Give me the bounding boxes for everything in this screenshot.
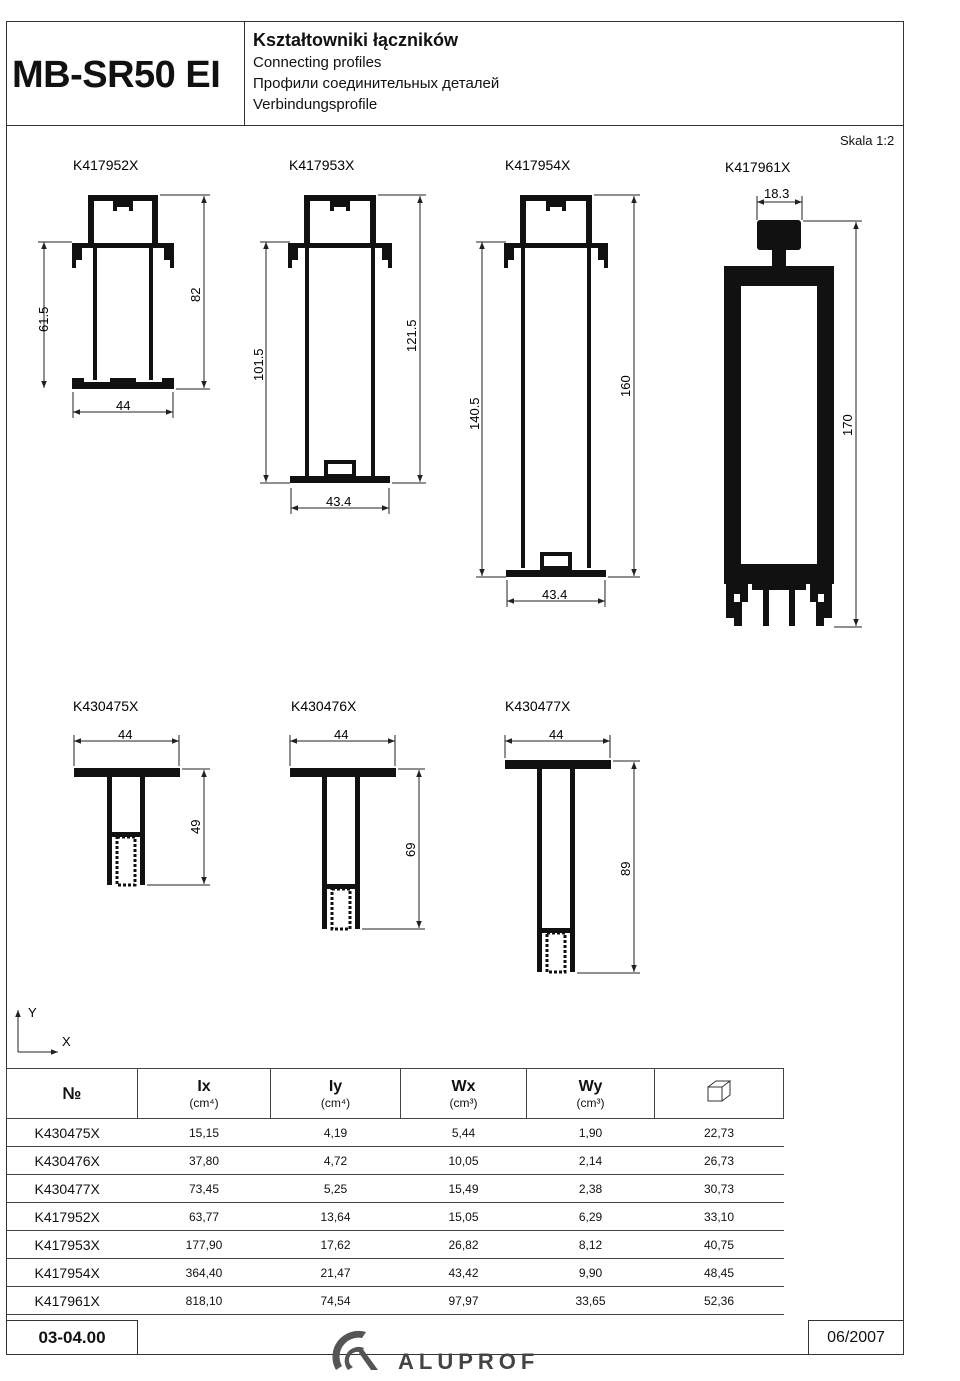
- cell-wx: 43,42: [401, 1259, 527, 1287]
- cell-weight: 48,45: [655, 1259, 784, 1287]
- cell-wy: 6,29: [527, 1203, 655, 1231]
- cell-iy: 4,72: [271, 1147, 401, 1175]
- table-row: [7, 1259, 784, 1287]
- table-header-row: [7, 1069, 784, 1119]
- header-wy: Wy (cm³): [527, 1069, 655, 1119]
- cell-iy: 21,47: [271, 1259, 401, 1287]
- dim-k417954x-height: 160: [618, 375, 633, 397]
- header-number: №: [7, 1069, 138, 1119]
- axes-icon: [18, 1010, 58, 1052]
- cell-ix: 37,80: [138, 1147, 271, 1175]
- cell-wy: 1,90: [527, 1119, 655, 1147]
- dim-k417953x-height: 121.5: [404, 319, 419, 352]
- cell-code: K417954X: [7, 1259, 138, 1287]
- cell-code: K430476X: [7, 1147, 138, 1175]
- dim-k417952x-width: 44: [116, 398, 131, 413]
- profile-k430477x-section: [505, 760, 611, 972]
- cell-ix: 177,90: [138, 1231, 271, 1259]
- dim-k417961x-width: 18.3: [764, 186, 790, 201]
- cell-weight: 30,73: [655, 1175, 784, 1203]
- cell-weight: 52,36: [655, 1287, 784, 1315]
- dim-k430476x-height: 69: [403, 842, 418, 857]
- cell-weight: 22,73: [655, 1119, 784, 1147]
- cell-code: K417953X: [7, 1231, 138, 1259]
- dim-k417954x-width: 43.4: [542, 587, 568, 602]
- cell-wy: 9,90: [527, 1259, 655, 1287]
- dim-k430476x-width: 44: [334, 727, 349, 742]
- brand-name: ALUPROF: [398, 1349, 540, 1374]
- cell-ix: 818,10: [138, 1287, 271, 1315]
- cell-weight: 40,75: [655, 1231, 784, 1259]
- cell-wx: 5,44: [401, 1119, 527, 1147]
- cell-iy: 17,62: [271, 1231, 401, 1259]
- table-row: [7, 1231, 784, 1259]
- system-name: MB-SR50 EI: [12, 54, 221, 96]
- profile-k417953x-section: [288, 195, 392, 483]
- cell-ix: 15,15: [138, 1119, 271, 1147]
- dim-k430477x-width: 44: [549, 727, 564, 742]
- table-row: [7, 1203, 784, 1231]
- cell-wx: 26,82: [401, 1231, 527, 1259]
- profile-code-k417952x: K417952X: [73, 157, 139, 173]
- title-russian: Профили соединительных деталей: [253, 75, 500, 92]
- title-english: Connecting profiles: [253, 54, 382, 71]
- properties-table: [6, 1068, 784, 1315]
- cell-wy: 33,65: [527, 1287, 655, 1315]
- dims-k417953x: [260, 195, 426, 514]
- title-polish: Kształtowniki łączników: [253, 30, 459, 50]
- box-icon: [706, 1079, 732, 1103]
- header-box: [655, 1069, 784, 1119]
- dim-k417961x-height: 170: [840, 414, 855, 436]
- cell-code: K417952X: [7, 1203, 138, 1231]
- cell-ix: 364,40: [138, 1259, 271, 1287]
- table-row: [7, 1147, 784, 1175]
- profile-k430475x-section: [74, 768, 180, 885]
- cell-code: K430475X: [7, 1119, 138, 1147]
- axis-y-label: Y: [28, 1005, 37, 1020]
- dim-k430475x-height: 49: [188, 819, 203, 834]
- table-row: [7, 1287, 784, 1315]
- cell-wy: 2,38: [527, 1175, 655, 1203]
- profile-code-k430477x: K430477X: [505, 698, 571, 714]
- cell-code: K417961X: [7, 1287, 138, 1315]
- profile-k417954x-section: [504, 195, 608, 577]
- cell-iy: 4,19: [271, 1119, 401, 1147]
- cell-weight: 26,73: [655, 1147, 784, 1175]
- cell-wx: 15,49: [401, 1175, 527, 1203]
- profile-k417952x-section: [72, 195, 174, 389]
- cell-wx: 97,97: [401, 1287, 527, 1315]
- catalog-code: 03-04.00: [6, 1320, 138, 1355]
- cell-weight: 33,10: [655, 1203, 784, 1231]
- cell-wy: 2,14: [527, 1147, 655, 1175]
- dim-k430475x-width: 44: [118, 727, 133, 742]
- dim-k417952x-height-inner: 61.5: [36, 306, 51, 332]
- scale-label: Skala 1:2: [840, 133, 895, 148]
- dims-k417954x: [476, 195, 640, 607]
- cell-iy: 74,54: [271, 1287, 401, 1315]
- profile-code-k417953x: K417953X: [289, 157, 355, 173]
- cell-code: K430477X: [7, 1175, 138, 1203]
- dim-k417952x-height: 82: [188, 287, 203, 302]
- profile-code-k430476x: K430476X: [291, 698, 357, 714]
- axis-x-label: X: [62, 1034, 71, 1049]
- profile-code-k417954x: K417954X: [505, 157, 571, 173]
- dim-k417954x-height-inner: 140.5: [467, 397, 482, 430]
- table-row: [7, 1175, 784, 1203]
- cell-ix: 73,45: [138, 1175, 271, 1203]
- dim-k417953x-width: 43.4: [326, 494, 352, 509]
- aluprof-logo-icon: [332, 1331, 378, 1370]
- cell-wx: 15,05: [401, 1203, 527, 1231]
- cell-wy: 8,12: [527, 1231, 655, 1259]
- table-row: [7, 1119, 784, 1147]
- cell-iy: 13,64: [271, 1203, 401, 1231]
- header-wx: Wx (cm³): [401, 1069, 527, 1119]
- header-ix: Ix (cm⁴): [138, 1069, 271, 1119]
- profile-k417961x-section: [724, 220, 834, 626]
- header-iy: Iy (cm⁴): [271, 1069, 401, 1119]
- title-german: Verbindungsprofile: [253, 96, 378, 113]
- cell-iy: 5,25: [271, 1175, 401, 1203]
- profile-code-k430475x: K430475X: [73, 698, 139, 714]
- cell-wx: 10,05: [401, 1147, 527, 1175]
- profile-code-k417961x: K417961X: [725, 159, 791, 175]
- cell-ix: 63,77: [138, 1203, 271, 1231]
- issue-date: 06/2007: [808, 1320, 904, 1355]
- dim-k430477x-height: 89: [618, 861, 633, 876]
- profile-k430476x-section: [290, 768, 396, 929]
- dim-k417953x-height-inner: 101.5: [251, 348, 266, 381]
